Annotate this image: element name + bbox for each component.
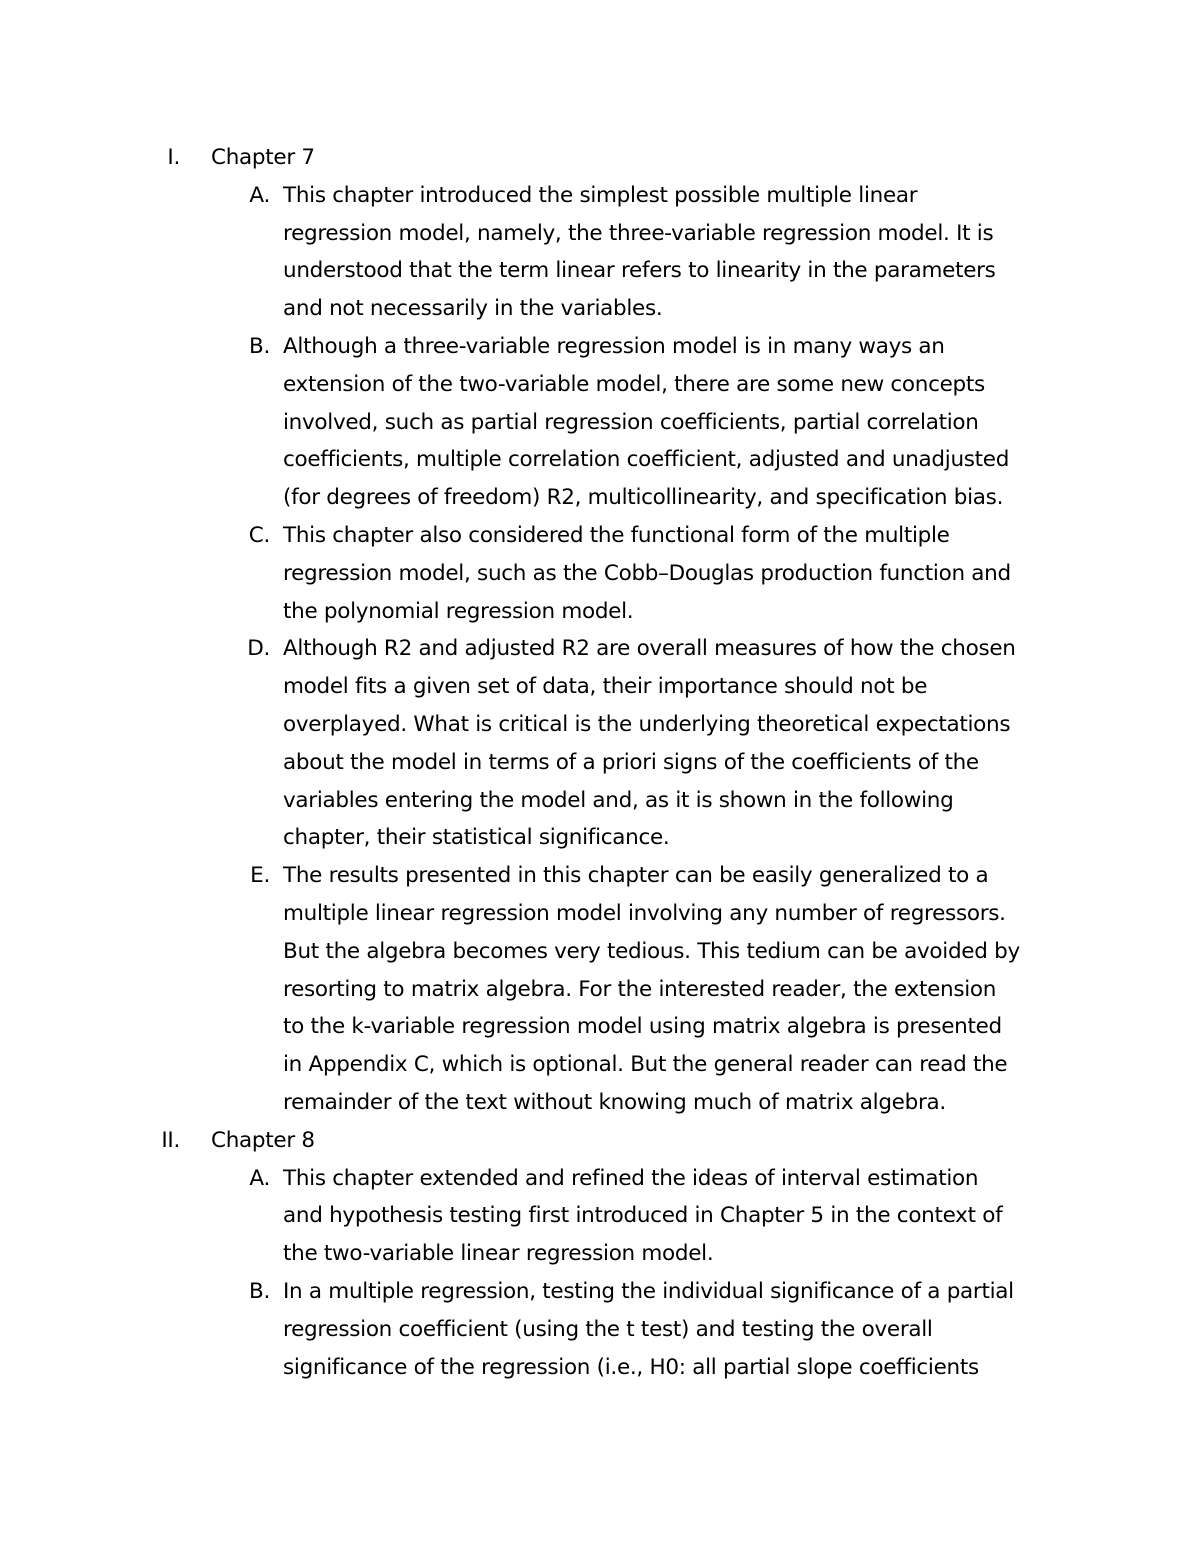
- section-title: Chapter 8: [211, 1127, 315, 1153]
- item-text-line: But the algebra becomes very tedious. This tedium can be avoided by: [283, 938, 1020, 964]
- item-text-line: significance of the regression (i.e., H0: all partial slope coefficients: [283, 1354, 979, 1380]
- item-text-line: in Appendix C, which is optional. But the general reader can read the: [283, 1052, 1008, 1078]
- item-text-line: and hypothesis testing first introduced in Chapter 5 in the context of: [283, 1203, 1003, 1229]
- item-text-line: understood that the term linear refers to linearity in the parameters: [283, 258, 996, 284]
- item-text-line: involved, such as partial regression coefficients, partial correlation: [283, 409, 979, 435]
- item-letter: E.: [250, 863, 270, 889]
- item-text-line: Although R2 and adjusted R2 are overall measures of how the chosen: [283, 636, 1016, 662]
- item-text-line: This chapter introduced the simplest possible multiple linear: [283, 182, 918, 208]
- item-text-line: multiple linear regression model involving any number of regressors.: [283, 901, 1006, 926]
- item-text-line: overplayed. What is critical is the underlying theoretical expectations: [283, 712, 1011, 737]
- item-text-line: the polynomial regression model.: [283, 598, 634, 624]
- item-text-line: model fits a given set of data, their importance should not be: [283, 674, 928, 700]
- item-text-line: regression coefficient (using the t test) and testing the overall: [283, 1316, 933, 1342]
- item-text-line: remainder of the text without knowing much of matrix algebra.: [283, 1090, 946, 1115]
- item-text-line: variables entering the model and, as it is shown in the following: [283, 787, 954, 813]
- item-text-line: Although a three-variable regression model is in many ways an: [283, 334, 945, 359]
- item-text-line: and not necessarily in the variables.: [283, 296, 663, 322]
- item-text-line: In a multiple regression, testing the individual significance of a partial: [283, 1279, 1014, 1304]
- item-text-line: chapter, their statistical significance.: [283, 825, 670, 851]
- section-numeral: I.: [167, 145, 180, 170]
- item-text-line: The results presented in this chapter can be easily generalized to a: [283, 863, 989, 889]
- item-letter: A.: [249, 1165, 270, 1191]
- section-numeral: II.: [161, 1127, 180, 1153]
- item-text-line: coefficients, multiple correlation coefficient, adjusted and unadjusted: [283, 447, 1010, 473]
- item-text-line: (for degrees of freedom) R2, multicollinearity, and specification bias.: [283, 485, 1004, 511]
- item-letter: A.: [249, 182, 270, 208]
- item-text-line: resorting to matrix algebra. For the interested reader, the extension: [283, 976, 997, 1002]
- item-text-line: to the k-variable regression model using matrix algebra is presented: [283, 1014, 1002, 1040]
- section-title: Chapter 7: [211, 145, 315, 170]
- item-text-line: extension of the two-variable model, there are some new concepts: [283, 371, 985, 397]
- item-text-line: about the model in terms of a priori signs of the coefficients of the: [283, 749, 979, 775]
- item-letter: B.: [249, 1279, 270, 1304]
- item-letter: D.: [247, 636, 270, 662]
- item-text-line: the two-variable linear regression model.: [283, 1241, 714, 1267]
- item-text-line: This chapter extended and refined the ideas of interval estimation: [283, 1165, 979, 1191]
- item-letter: B.: [249, 334, 270, 359]
- item-text-line: regression model, namely, the three-variable regression model. It is: [283, 220, 994, 246]
- item-letter: C.: [248, 523, 270, 548]
- item-text-line: This chapter also considered the functional form of the multiple: [283, 523, 950, 548]
- item-text-line: regression model, such as the Cobb–Douglas production function and: [283, 560, 1011, 586]
